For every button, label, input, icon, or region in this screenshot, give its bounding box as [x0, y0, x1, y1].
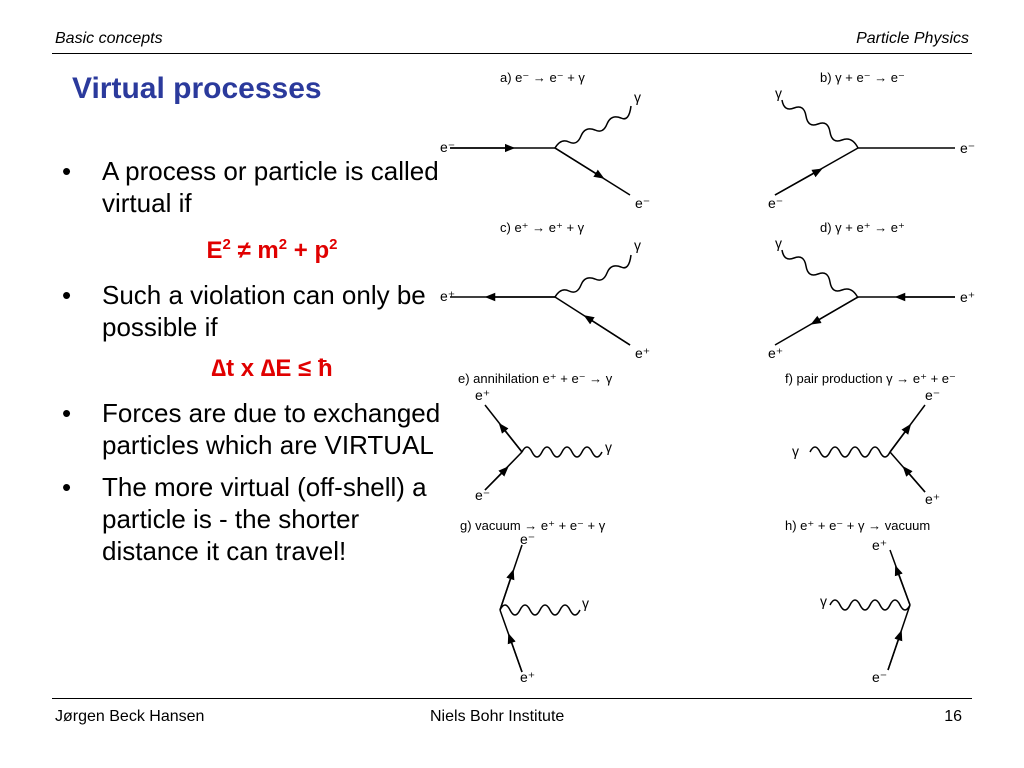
diagram-h: [785, 518, 930, 685]
diagram-c: [440, 220, 650, 361]
bullet-item: [62, 471, 442, 567]
svg-text:e⁻: e⁻: [925, 387, 941, 403]
svg-text:e⁺: e⁺: [960, 289, 976, 305]
bullet-dot-icon: •: [62, 472, 72, 502]
energy-momentum-formula: $E^2 \ne m^2 + p^2$: [206, 236, 338, 264]
svg-text:e⁺: e⁺: [768, 345, 784, 361]
svg-text:γ: γ: [582, 595, 589, 611]
diagram-f: [785, 371, 956, 507]
diagram-c-caption: c) e⁺ → e⁺ + γ: [500, 220, 585, 235]
bullet-item: [62, 397, 442, 461]
footer-author: Jørgen Beck Hansen: [55, 708, 205, 725]
svg-text:γ: γ: [775, 235, 782, 251]
diagram-d-caption: d) γ + e⁺ → e⁺: [820, 220, 905, 235]
diagram-e-caption: e) annihilation e⁺ + e⁻ → γ: [458, 371, 613, 386]
svg-text:e⁻: e⁻: [475, 487, 491, 503]
bullet-text: Such a violation can only be possible if: [102, 280, 426, 342]
svg-text:e⁺: e⁺: [872, 537, 888, 553]
diagram-a: [440, 70, 650, 211]
bullet-text: A process or particle is called virtual if: [102, 156, 439, 218]
diagram-b: [768, 70, 975, 211]
svg-text:e⁺: e⁺: [475, 387, 491, 403]
svg-text:e⁻: e⁻: [635, 195, 651, 211]
bullet-item: [62, 279, 442, 343]
svg-text:e⁻: e⁻: [440, 139, 456, 155]
header-rule: [52, 53, 972, 54]
svg-text:γ: γ: [605, 439, 612, 455]
svg-text:γ: γ: [792, 443, 799, 459]
header-section-title: Basic concepts: [55, 30, 163, 47]
svg-text:e⁻: e⁻: [872, 669, 888, 685]
bullet-dot-icon: •: [62, 398, 72, 428]
page-number: 16: [944, 708, 962, 725]
bullet-list: [62, 155, 442, 577]
diagram-b-caption: b) γ + e⁻ → e⁻: [820, 70, 905, 85]
svg-text:e⁺: e⁺: [520, 669, 536, 685]
svg-text:e⁺: e⁺: [635, 345, 651, 361]
diagram-a-caption: a) e⁻ → e⁻ + γ: [500, 70, 585, 85]
diagram-h-caption: h) e⁺ + e⁻ + γ → vacuum: [785, 518, 931, 533]
svg-text:e⁻: e⁻: [520, 531, 536, 547]
bullet-text: Forces are due to exchanged particles which are VIRTUAL: [102, 398, 441, 460]
bullet-text: The more virtual (off-shell) a particle is - the shorter distance it can travel!: [102, 472, 427, 566]
footer-institute: Niels Bohr Institute: [430, 708, 565, 725]
svg-text:e⁺: e⁺: [440, 288, 456, 304]
svg-text:e⁻: e⁻: [768, 195, 784, 211]
uncertainty-formula: ∆t x ∆E ≤ ħ: [211, 355, 333, 382]
bullet-dot-icon: •: [62, 156, 72, 186]
bullet-dot-icon: •: [62, 280, 72, 310]
svg-text:γ: γ: [820, 593, 827, 609]
diagram-f-caption: f) pair production γ → e⁺ + e⁻: [785, 371, 956, 386]
svg-text:γ: γ: [634, 89, 641, 105]
feynman-diagrams: [430, 60, 990, 690]
diagram-g: [460, 518, 606, 685]
footer-rule: [52, 698, 972, 699]
bullet-item: [62, 155, 442, 219]
slide-title: Virtual processes: [72, 72, 322, 105]
diagram-g-caption: g) vacuum → e⁺ + e⁻ + γ: [460, 518, 606, 533]
header-course-title: Particle Physics: [856, 30, 969, 47]
svg-text:γ: γ: [775, 85, 782, 101]
svg-text:e⁺: e⁺: [925, 491, 941, 507]
svg-text:γ: γ: [634, 237, 641, 253]
diagram-d: [768, 220, 975, 361]
diagram-e: [458, 371, 613, 503]
svg-text:e⁻: e⁻: [960, 140, 976, 156]
